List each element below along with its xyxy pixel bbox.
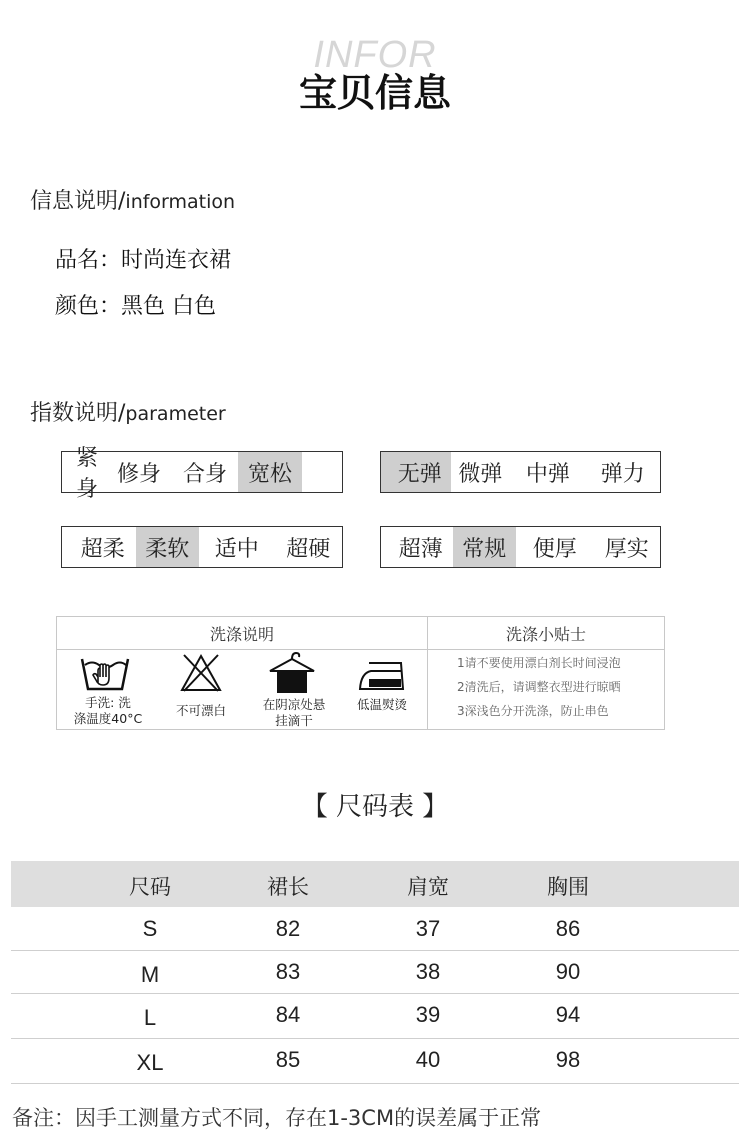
thickness-option: 常规 — [453, 527, 517, 567]
info-heading-cn: 信息说明/ — [30, 189, 126, 214]
thickness-option: 厚实 — [604, 536, 649, 562]
size-table-header-cell: 尺码 — [129, 875, 171, 899]
softness-option: 柔软 — [136, 527, 200, 567]
size-table-cell: L — [143, 1005, 157, 1030]
care-tip: 2清洗后，请调整衣型进行晾晒 — [457, 680, 621, 694]
size-table-row-divider — [11, 1083, 739, 1084]
care-tip: 3深浅色分开洗涤，防止串色 — [457, 704, 609, 718]
size-table-cell: 40 — [415, 1047, 441, 1072]
care-right-title: 洗涤小贴士 — [428, 617, 664, 650]
size-table-cell: 98 — [555, 1047, 581, 1072]
stretch-option: 无弹 — [381, 452, 451, 492]
care-tip: 1请不要使用漂白剂长时间浸泡 — [457, 656, 621, 670]
fit-option: 宽松 — [238, 452, 302, 492]
stretch-option: 微弹 — [458, 461, 503, 487]
size-table-cell: 86 — [555, 916, 581, 941]
fit-option: 修身 — [116, 461, 161, 487]
softness-option: 适中 — [214, 536, 259, 562]
size-table-cell: 94 — [555, 1002, 581, 1027]
size-table-row-divider — [11, 993, 739, 994]
param-heading-cn: 指数说明/ — [30, 401, 126, 426]
no-bleach-label: 不可漂白 — [175, 703, 226, 718]
size-table-header-cell: 肩宽 — [407, 875, 449, 899]
page-title: 宝贝信息 — [298, 71, 451, 115]
fit-option: 紧身 — [76, 446, 99, 502]
size-table-header-cell: 裙长 — [267, 875, 309, 899]
size-table-cell: 90 — [555, 959, 581, 984]
softness-option: 超柔 — [80, 536, 125, 562]
param-heading-en: parameter — [125, 403, 226, 425]
size-table-title: 【 尺码表 】 — [301, 792, 449, 822]
product-name-line: 品名：时尚连衣裙 — [55, 248, 232, 273]
stretch-option: 弹力 — [600, 461, 645, 487]
size-table-cell: 38 — [415, 959, 441, 984]
fit-option: 合身 — [182, 461, 227, 487]
footer-note: 备注：因手工测量方式不同，存在1-3CM的误差属于正常 — [12, 1106, 542, 1130]
size-table-header-cell: 胸围 — [547, 875, 589, 899]
size-table-cell: 85 — [275, 1047, 301, 1072]
size-table-cell: M — [140, 962, 160, 987]
size-table-cell: S — [142, 916, 158, 941]
care-left-title: 洗涤说明 — [57, 617, 427, 650]
info-heading-en: information — [125, 191, 236, 213]
size-table-cell: 83 — [275, 959, 301, 984]
header-watermark: INFOR — [313, 34, 437, 76]
hang-dry-label: 在阴凉处悬 挂滴干 — [262, 697, 326, 728]
thickness-option: 超薄 — [398, 536, 443, 562]
size-table-cell: 82 — [275, 916, 301, 941]
low-iron-label: 低温熨烫 — [356, 697, 407, 712]
product-color-line: 颜色：黑色 白色 — [55, 294, 216, 319]
size-table-row-divider — [11, 1038, 739, 1039]
softness-option: 超硬 — [286, 536, 331, 562]
size-table-cell: 37 — [415, 916, 441, 941]
size-table-cell: 84 — [275, 1002, 301, 1027]
size-table-cell: 39 — [415, 1002, 441, 1027]
size-table-row-divider — [11, 950, 739, 951]
size-table-cell: XL — [136, 1050, 164, 1075]
thickness-option: 便厚 — [532, 536, 577, 562]
hand-wash-label: 手洗: 洗 涤温度40°C — [73, 695, 143, 726]
stretch-option: 中弹 — [525, 461, 570, 487]
